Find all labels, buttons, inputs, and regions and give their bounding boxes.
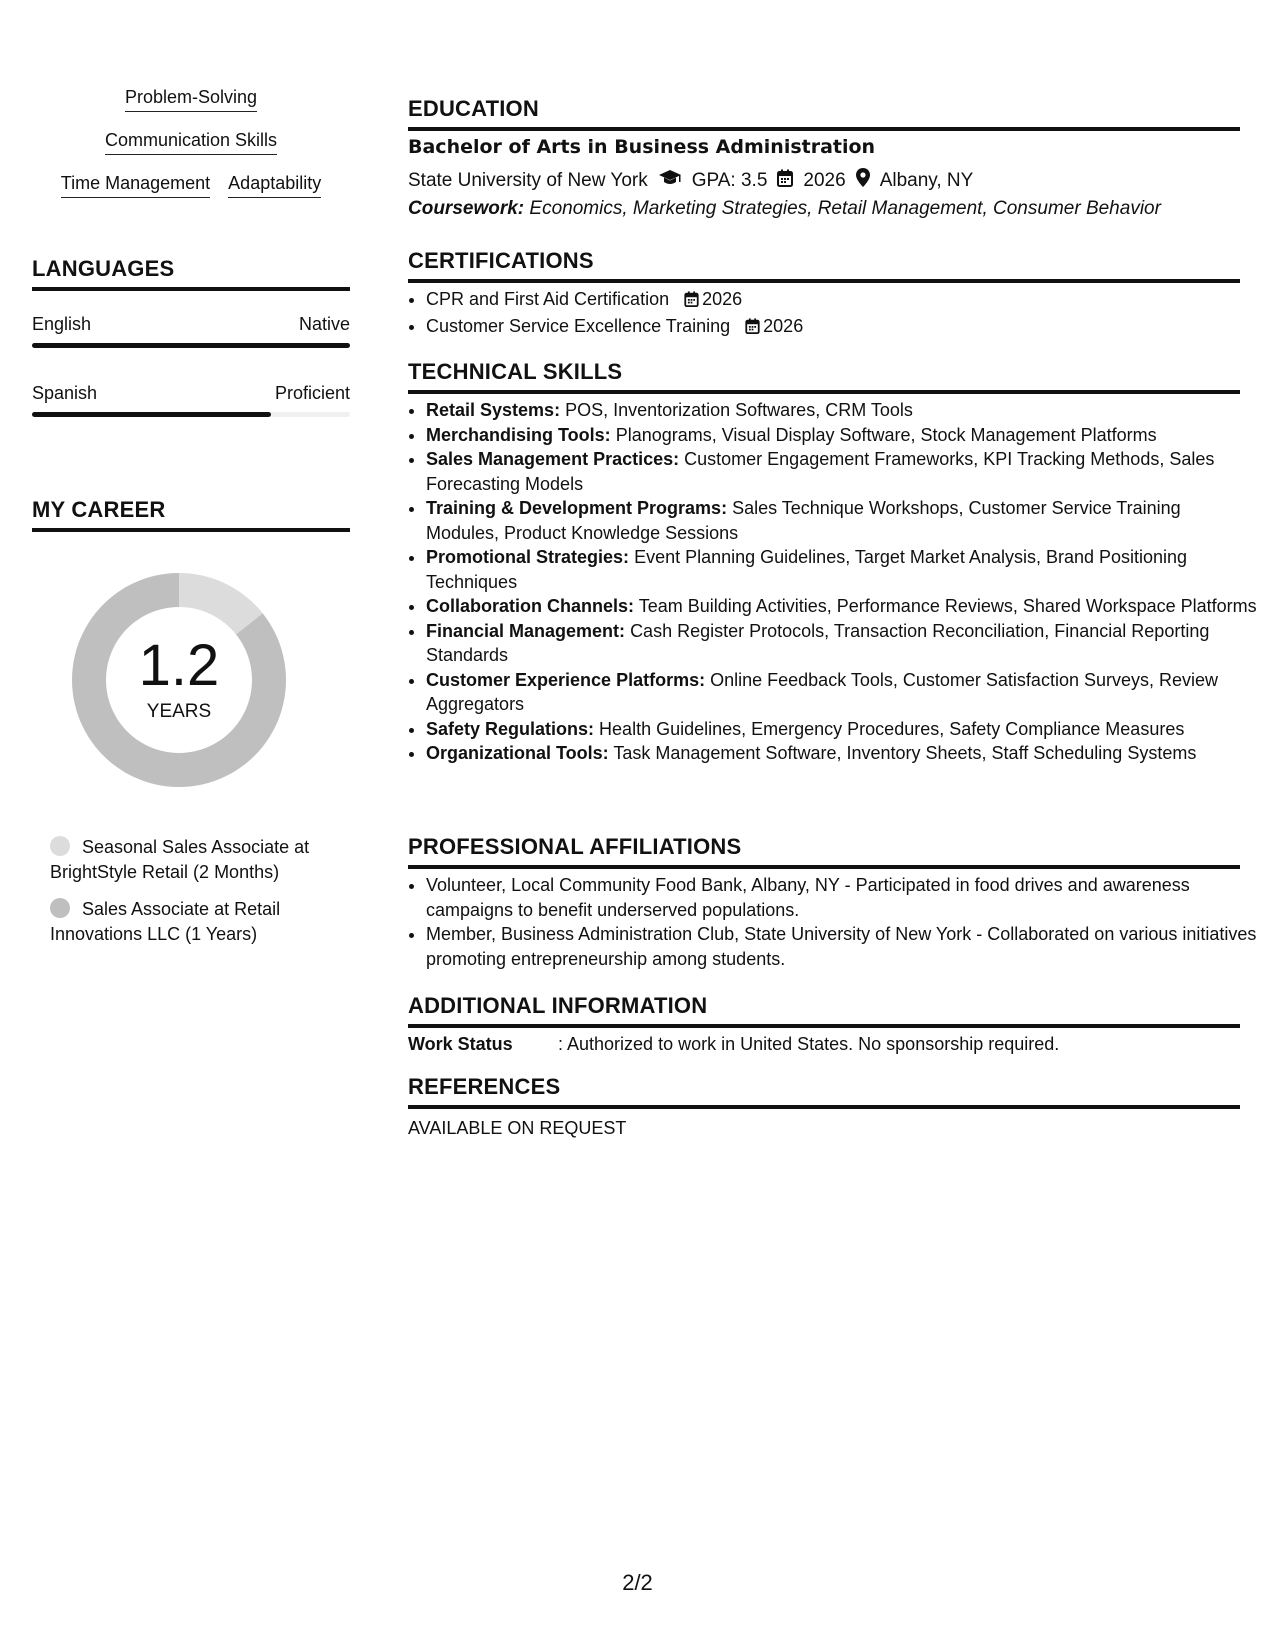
language-bar <box>32 343 350 348</box>
skill-detail: Planograms, Visual Display Software, Stock Management Platforms <box>615 424 1157 445</box>
skill-detail: Customer Engagement Frameworks, KPI Tracking Methods, Sales Forecasting Models <box>426 449 1215 494</box>
work-status-value: : Authorized to work in United States. No sponsorship required. <box>558 1034 1060 1054</box>
career-unit: YEARS <box>146 701 212 722</box>
language-bar <box>32 412 350 417</box>
list-item: • Volunteer, Local Community Food Bank, Albany, NY - Participated in food drives and awareness campaigns to benefit underserved populations. <box>426 873 1258 922</box>
education-meta <box>408 168 973 193</box>
skill-category: Merchandising Tools: <box>426 424 611 445</box>
list-item <box>426 717 1258 742</box>
certifications-title: CERTIFICATIONS <box>408 248 1240 283</box>
list-item <box>426 741 1258 766</box>
coursework-text: Economics, Marketing Strategies, Retail Management, Consumer Behavior <box>529 198 1161 219</box>
affiliations-list <box>408 873 1258 971</box>
language-bar-fill <box>32 343 350 348</box>
career-total: 1.2 <box>138 633 220 698</box>
list-item <box>426 398 1258 423</box>
references-title: REFERENCES <box>408 1074 1240 1109</box>
technical-skills-title: TECHNICAL SKILLS <box>408 359 1240 394</box>
education-title: EDUCATION <box>408 96 1240 131</box>
skill-tag: Communication Skills <box>105 129 277 155</box>
list-item <box>426 423 1258 448</box>
skills-row-1 <box>32 86 350 112</box>
career-donut-chart <box>64 565 294 795</box>
skills-row-3 <box>32 172 350 198</box>
gpa: GPA: 3.5 <box>691 169 768 191</box>
calendar-icon <box>745 316 760 341</box>
cert-year: 2026 <box>763 315 804 336</box>
cert-name: Customer Service Excellence Training <box>426 315 731 336</box>
location-pin-icon <box>856 168 870 193</box>
skill-category: Retail Systems: <box>426 400 561 420</box>
degree: Bachelor of Arts in Business Administration <box>408 136 876 158</box>
references-text: AVAILABLE ON REQUEST <box>408 1118 627 1138</box>
graduation-cap-icon <box>658 169 682 193</box>
location: Albany, NY <box>879 169 974 191</box>
legend-dot-icon <box>50 836 70 856</box>
languages-title: LANGUAGES <box>32 256 350 291</box>
work-status-row <box>408 1034 1059 1055</box>
list-item <box>426 496 1258 545</box>
career-legend-item <box>50 897 350 947</box>
skill-detail: Task Management Software, Inventory Sheets, Staff Scheduling Systems <box>613 743 1197 763</box>
language-row <box>32 383 350 404</box>
skill-category: Promotional Strategies: <box>426 547 630 567</box>
list-item <box>426 314 1258 341</box>
list-item <box>426 619 1258 668</box>
skill-category: Customer Experience Platforms: <box>426 669 706 690</box>
skill-detail: Online Feedback Tools, Customer Satisfaction Surveys, Review Aggregators <box>426 669 1219 714</box>
skill-tag: Adaptability <box>228 172 321 198</box>
affiliations-title: PROFESSIONAL AFFILIATIONS <box>408 834 1240 869</box>
language-row <box>32 314 350 335</box>
skill-category: Financial Management: <box>426 620 626 641</box>
language-bar-fill <box>32 412 271 417</box>
language-level: Proficient <box>274 383 350 403</box>
language-level: Native <box>298 314 350 334</box>
skill-category: Sales Management Practices: <box>426 449 680 469</box>
work-status-label: Work Status <box>408 1034 513 1054</box>
graduation-year: 2026 <box>803 169 846 191</box>
skill-detail: Health Guidelines, Emergency Procedures, Safety Compliance Measures <box>599 718 1185 739</box>
coursework <box>408 198 1161 220</box>
skill-detail: Sales Technique Workshops, Customer Service Training Modules, Product Knowledge Sessions <box>426 498 1181 543</box>
skill-category: Safety Regulations: <box>426 718 595 739</box>
skill-category: Training & Development Programs: <box>426 498 728 518</box>
language-name: Spanish <box>32 383 98 403</box>
cert-name: CPR and First Aid Certification <box>426 289 670 309</box>
language-name: English <box>32 314 92 334</box>
skill-detail: Event Planning Guidelines, Target Market Analysis, Brand Positioning Techniques <box>426 547 1188 592</box>
legend-dot-icon <box>50 898 70 918</box>
list-item <box>426 545 1258 594</box>
calendar-icon <box>777 169 793 193</box>
skill-detail: POS, Inventorization Softwares, CRM Tools <box>565 400 913 420</box>
additional-info-title: ADDITIONAL INFORMATION <box>408 993 1240 1028</box>
list-item <box>426 447 1258 496</box>
career-item-label: Sales Associate at Retail Innovations LLC (1 Years) <box>50 899 281 944</box>
cert-year: 2026 <box>702 289 743 309</box>
skill-category: Collaboration Channels: <box>426 596 635 616</box>
list-item <box>426 668 1258 717</box>
career-legend-item <box>50 835 350 885</box>
career-title: MY CAREER <box>32 497 350 532</box>
skill-detail: Team Building Activities, Performance Reviews, Shared Workspace Platforms <box>638 596 1257 616</box>
list-item <box>426 287 1258 314</box>
list-item: • Member, Business Administration Club, State University of New York - Collaborated on various initiatives promoting entrepreneurship among students. <box>426 922 1258 971</box>
skill-category: Organizational Tools: <box>426 743 609 763</box>
skill-detail: Cash Register Protocols, Transaction Reconciliation, Financial Reporting Standards <box>426 620 1210 665</box>
career-item-label: Seasonal Sales Associate at BrightStyle Retail (2 Months) <box>50 837 310 882</box>
certifications-list <box>408 287 1258 340</box>
list-item <box>426 594 1258 619</box>
calendar-icon <box>684 289 699 314</box>
technical-skills-list <box>408 398 1258 766</box>
skill-tag: Problem-Solving <box>125 86 257 112</box>
skills-row-2 <box>32 129 350 155</box>
skill-tag: Time Management <box>61 172 210 198</box>
school: State University of New York <box>408 169 648 191</box>
page-number: 2/2 <box>622 1570 653 1595</box>
coursework-label: Coursework: <box>408 198 525 219</box>
